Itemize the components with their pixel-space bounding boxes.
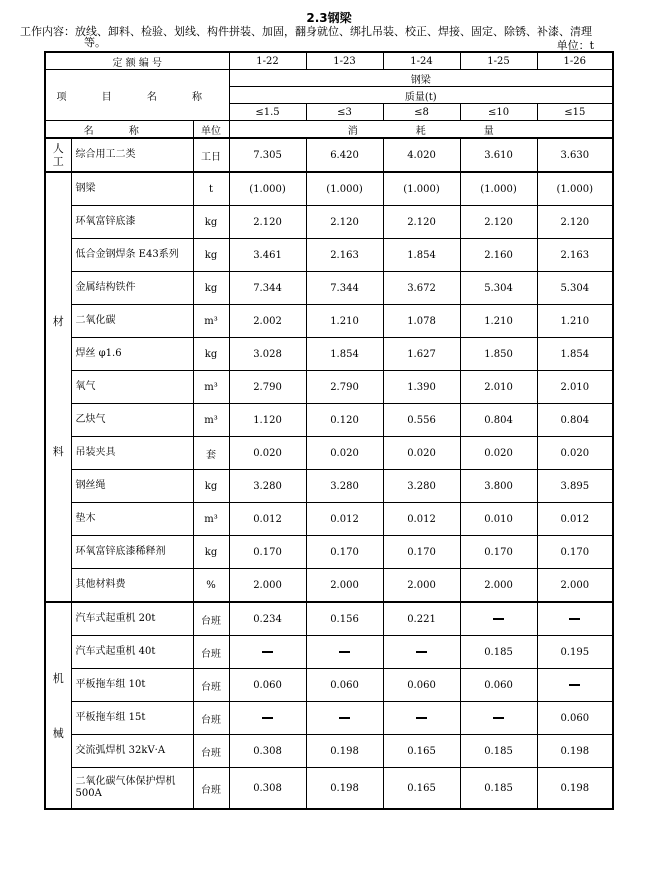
quota-code-row [45,52,613,70]
consumption-value: 0.185 [460,735,537,768]
resource-name: 二氧化碳 [71,305,193,338]
consumption-value: 3.800 [460,470,537,503]
consumption-value: 0.060 [383,669,460,702]
consumption-value: 2.160 [460,239,537,272]
dash-mark [493,717,504,719]
consumption-value: 3.895 [537,470,613,503]
table-row [45,702,613,735]
quota-code: 1-25 [460,52,537,70]
consumption-value: 5.304 [460,272,537,305]
consumption-value: 3.630 [537,138,613,172]
resource-name: 平板拖车组 10t [71,669,193,702]
work-content-line1: 工作内容：放线、卸料、检验、划线、构件拼装、加固，翻身就位、绑扎吊装、校正、焊接、固定、除锈、补漆、清理 [20,25,592,38]
consumption-value: 0.198 [306,735,383,768]
consumption-value: 0.804 [460,404,537,437]
consumption-value: 0.308 [229,768,306,810]
resource-name: 环氧富锌底漆 [71,206,193,239]
consumption-value: 1.854 [306,338,383,371]
consumption-value: 0.012 [383,503,460,536]
category-label: 机 械 [52,671,64,740]
consumption-value: 6.420 [306,138,383,172]
consumption-value [229,636,306,669]
consumption-value: (1.000) [229,172,306,206]
consumption-value: 0.012 [537,503,613,536]
consumption-value: 0.060 [537,702,613,735]
consumption-value: 2.000 [306,569,383,603]
consumption-value [383,702,460,735]
consumption-value: 0.156 [306,602,383,636]
consumption-value: 3.280 [229,470,306,503]
dash-mark [493,618,504,620]
consumption-value: 0.012 [306,503,383,536]
consumption-value: 4.020 [383,138,460,172]
consumption-value: 2.000 [537,569,613,603]
consumption-value: 7.344 [229,272,306,305]
quota-table [44,51,614,810]
consumption-value: 2.163 [306,239,383,272]
consumption-value [537,602,613,636]
consumption-value: 5.304 [537,272,613,305]
item-name-label: 项 目 名 称 [45,70,229,121]
category-label: 材 料 [52,315,64,458]
consumption-value: 2.790 [229,371,306,404]
resource-unit: 台班 [193,602,229,636]
consumption-value: 1.078 [383,305,460,338]
consumption-value: (1.000) [460,172,537,206]
table-row [45,735,613,768]
consumption-value: 1.854 [537,338,613,371]
consumption-value: 0.060 [306,669,383,702]
consumption-value: 3.280 [306,470,383,503]
consumption-value: (1.000) [537,172,613,206]
work-content-line2: 等。 [84,36,106,49]
resource-name: 汽车式起重机 20t [71,602,193,636]
mass-range: ≤3 [306,104,383,121]
consumption-value: 1.120 [229,404,306,437]
consumption-value: 0.020 [306,437,383,470]
consumption-value: 0.170 [460,536,537,569]
consumption-value: 1.854 [383,239,460,272]
resource-unit: kg [193,206,229,239]
table-row [45,272,613,305]
table-row [45,569,613,603]
resource-name: 氧气 [71,371,193,404]
consumption-value: 2.002 [229,305,306,338]
consumption-header: 消 耗 量 [229,121,613,139]
consumption-value: 3.610 [460,138,537,172]
consumption-value [383,636,460,669]
resource-unit: kg [193,470,229,503]
consumption-value: 0.185 [460,636,537,669]
name-header: 名 称 [45,121,193,139]
resource-unit: 工日 [193,138,229,172]
resource-unit: kg [193,536,229,569]
consumption-value: 2.120 [229,206,306,239]
dash-mark [339,651,350,653]
dash-mark [569,618,580,620]
consumption-value: 1.210 [460,305,537,338]
resource-unit: kg [193,338,229,371]
consumption-value: 2.000 [460,569,537,603]
consumption-value: 3.461 [229,239,306,272]
dash-mark [416,651,427,653]
resource-unit: 台班 [193,735,229,768]
work-content [20,26,620,48]
consumption-value: 3.028 [229,338,306,371]
consumption-value [306,702,383,735]
table-row [45,338,613,371]
consumption-value: 0.120 [306,404,383,437]
consumption-value: 0.170 [537,536,613,569]
table-row [45,239,613,272]
consumption-value: 2.120 [460,206,537,239]
page-title: 2.3钢梁 [306,11,352,25]
consumption-value: 0.012 [229,503,306,536]
table-row [45,470,613,503]
resource-name: 乙炔气 [71,404,193,437]
consumption-value: 1.627 [383,338,460,371]
resource-name: 环氧富锌底漆稀释剂 [71,536,193,569]
resource-name: 平板拖车组 15t [71,702,193,735]
table-row [45,305,613,338]
quota-code-label: 定 额 编 号 [45,52,229,70]
resource-name: 金属结构铁件 [71,272,193,305]
consumption-value: 0.804 [537,404,613,437]
table-row [45,503,613,536]
consumption-value: 0.195 [537,636,613,669]
resource-unit: 台班 [193,636,229,669]
resource-name: 综合用工二类 [71,138,193,172]
consumption-value: 0.234 [229,602,306,636]
resource-unit: kg [193,239,229,272]
resource-unit: kg [193,272,229,305]
dash-mark [262,651,273,653]
consumption-value [229,702,306,735]
quota-code: 1-22 [229,52,306,70]
consumption-value: 2.120 [306,206,383,239]
category-material [45,172,71,602]
consumption-value: 1.210 [537,305,613,338]
table-row [45,636,613,669]
mass-label: 质量(t) [229,87,613,104]
consumption-value: (1.000) [383,172,460,206]
quota-code: 1-26 [537,52,613,70]
item-name: 钢梁 [229,70,613,87]
consumption-value: 0.010 [460,503,537,536]
dash-mark [416,717,427,719]
resource-unit: t [193,172,229,206]
consumption-value: (1.000) [306,172,383,206]
unit-header: 单位 [193,121,229,139]
table-row [45,536,613,569]
consumption-value [460,702,537,735]
resource-name: 垫木 [71,503,193,536]
mass-range: ≤1.5 [229,104,306,121]
mass-range: ≤15 [537,104,613,121]
table-row [45,669,613,702]
resource-name: 钢丝绳 [71,470,193,503]
mass-range: ≤8 [383,104,460,121]
consumption-value [460,602,537,636]
dash-mark [339,717,350,719]
category-label: 人 工 [52,142,64,168]
consumption-value: 1.210 [306,305,383,338]
consumption-value: 0.170 [383,536,460,569]
consumption-value: 0.198 [537,768,613,810]
resource-unit: % [193,569,229,603]
resource-unit: 台班 [193,669,229,702]
consumption-value: 0.165 [383,768,460,810]
resource-name: 低合金钢焊条 E43系列 [71,239,193,272]
consumption-value: 0.221 [383,602,460,636]
resource-name: 其他材料费 [71,569,193,603]
resource-unit: m³ [193,503,229,536]
consumption-value: 0.308 [229,735,306,768]
category-labor [45,138,71,172]
quota-code: 1-23 [306,52,383,70]
consumption-value: 0.185 [460,768,537,810]
column-header-row [45,121,613,139]
consumption-value: 1.850 [460,338,537,371]
consumption-value: 2.120 [537,206,613,239]
unit-note: 单位：t [556,39,594,52]
consumption-value: 7.305 [229,138,306,172]
table-row [45,768,613,810]
consumption-value: 3.672 [383,272,460,305]
consumption-value: 0.020 [537,437,613,470]
consumption-value: 2.000 [229,569,306,603]
consumption-value: 0.170 [306,536,383,569]
consumption-value: 0.020 [460,437,537,470]
resource-name: 焊丝 φ1.6 [71,338,193,371]
consumption-value: 0.170 [229,536,306,569]
table-row [45,371,613,404]
consumption-value: 3.280 [383,470,460,503]
item-row [45,70,613,87]
consumption-value: 2.010 [537,371,613,404]
consumption-value: 1.390 [383,371,460,404]
dash-mark [262,717,273,719]
mass-range: ≤10 [460,104,537,121]
table-row [45,602,613,636]
consumption-value: 2.010 [460,371,537,404]
consumption-value: 7.344 [306,272,383,305]
quota-code: 1-24 [383,52,460,70]
consumption-value: 2.000 [383,569,460,603]
table-row [45,404,613,437]
consumption-value [306,636,383,669]
resource-unit: 台班 [193,702,229,735]
table-row [45,206,613,239]
consumption-value: 0.165 [383,735,460,768]
resource-unit: m³ [193,371,229,404]
resource-unit: m³ [193,404,229,437]
resource-name: 二氧化碳气体保护焊机 500A [71,768,193,810]
consumption-value: 0.198 [537,735,613,768]
resource-unit: 套 [193,437,229,470]
consumption-value: 0.198 [306,768,383,810]
consumption-value: 0.020 [229,437,306,470]
resource-name: 吊装夹具 [71,437,193,470]
resource-unit: 台班 [193,768,229,810]
consumption-value: 0.060 [460,669,537,702]
consumption-value: 0.060 [229,669,306,702]
category-machine [45,602,71,809]
dash-mark [569,684,580,686]
resource-unit: m³ [193,305,229,338]
consumption-value: 0.556 [383,404,460,437]
consumption-value: 2.120 [383,206,460,239]
table-row [45,172,613,206]
table-row [45,138,613,172]
consumption-value: 2.790 [306,371,383,404]
table-row [45,437,613,470]
resource-name: 钢梁 [71,172,193,206]
resource-name: 汽车式起重机 40t [71,636,193,669]
consumption-value: 0.020 [383,437,460,470]
consumption-value: 2.163 [537,239,613,272]
resource-name: 交流弧焊机 32kV·A [71,735,193,768]
consumption-value [537,669,613,702]
